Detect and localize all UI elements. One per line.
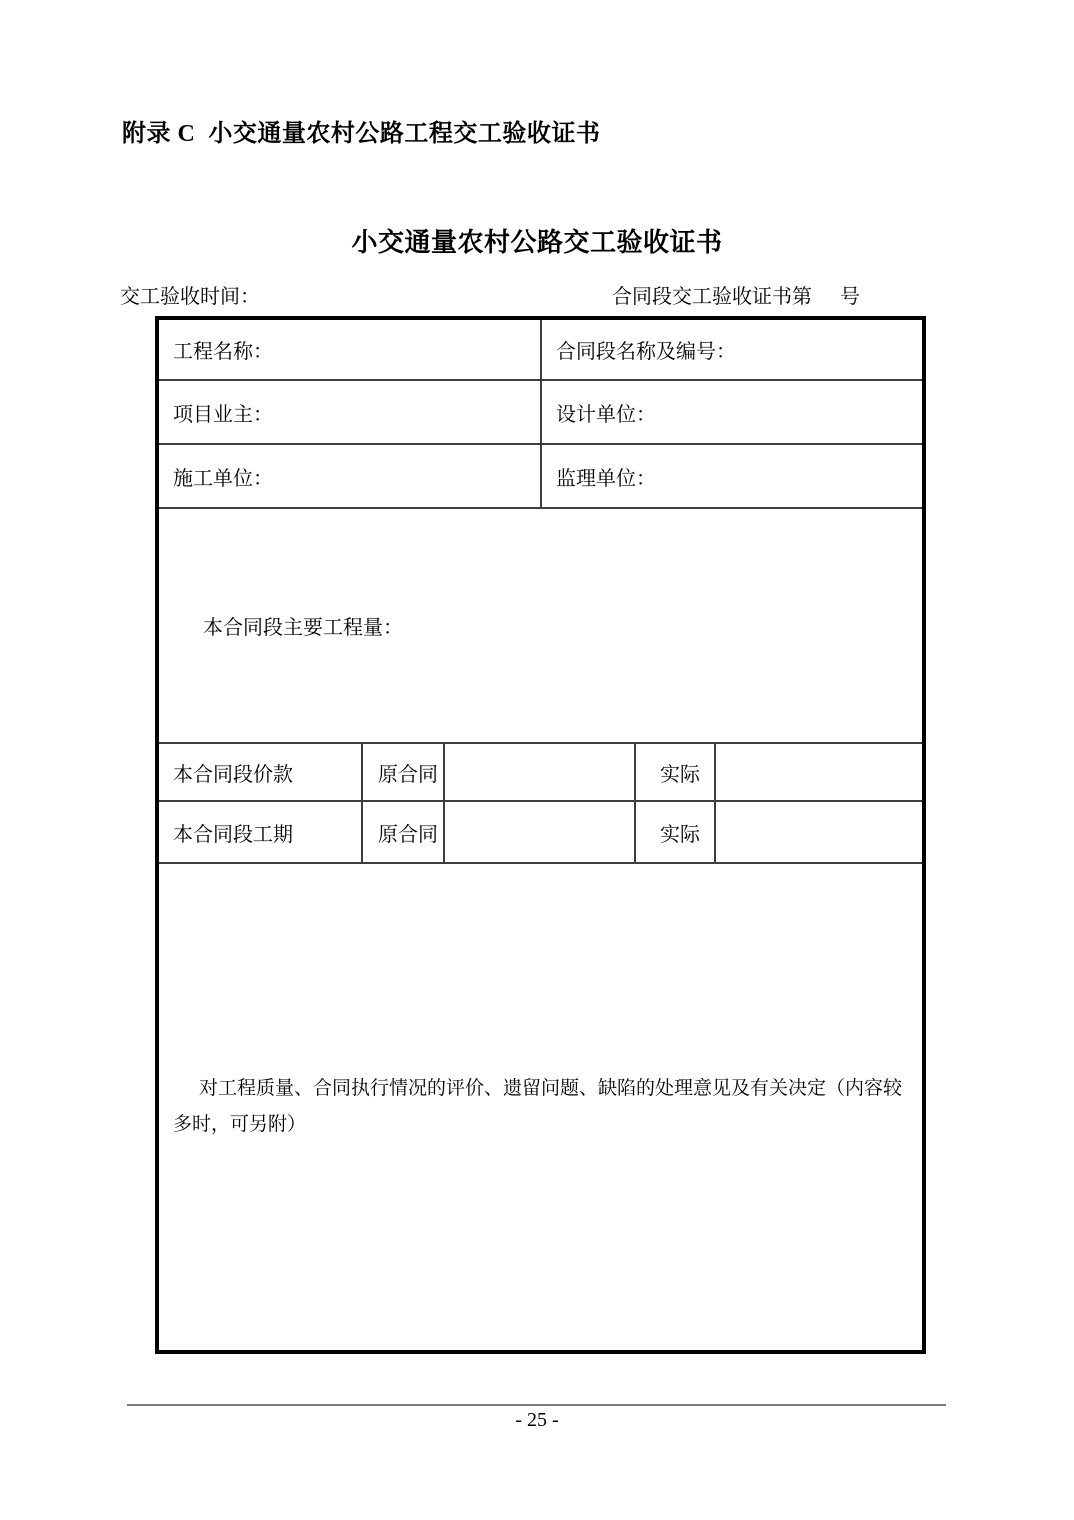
table-row [157,444,924,508]
price-original-value-cell [444,743,635,801]
acceptance-certificate-table [155,316,926,1354]
supervision-unit-cell: 监理单位： [541,444,924,508]
duration-original-value-cell [444,801,635,863]
price-original-label-cell: 原合同 [362,743,444,801]
acceptance-time-label: 交工验收时间： [120,286,260,308]
certificate-no-prefix: 合同段交工验收证书第 [612,286,812,308]
main-quantities-cell: 本合同段主要工程量： [157,508,924,743]
project-owner-cell: 项目业主： [157,380,541,444]
duration-label-cell: 本合同段工期 [157,801,362,863]
design-unit-cell: 设计单位： [541,380,924,444]
contract-price-row [157,743,924,801]
footer-divider [127,1404,946,1406]
duration-actual-label-cell: 实际 [635,801,715,863]
appendix-heading: 附录 C 小交通量农村公路工程交工验收证书 [122,121,601,147]
table-row [157,318,924,380]
duration-original-label-cell: 原合同 [362,801,444,863]
contract-duration-row [157,801,924,863]
evaluation-note-cell: 对工程质量、合同执行情况的评价、遗留问题、缺陷的处理意见及有关决定（内容较多时，可另附） [157,863,924,1352]
certificate-title: 小交通量农村公路交工验收证书 [351,228,723,257]
price-label-cell: 本合同段价款 [157,743,362,801]
table-row [157,380,924,444]
project-name-cell: 工程名称： [157,318,541,380]
table-row [157,863,924,1352]
price-actual-label-cell: 实际 [635,743,715,801]
construction-unit-cell: 施工单位： [157,444,541,508]
duration-actual-value-cell [715,801,924,863]
certificate-no-suffix: 号 [840,286,860,308]
page-number: - 25 - [515,1409,559,1431]
meta-line [120,284,946,310]
certificate-number-group [612,284,860,310]
table-row [157,508,924,743]
contract-section-name-cell: 合同段名称及编号： [541,318,924,380]
price-actual-value-cell [715,743,924,801]
